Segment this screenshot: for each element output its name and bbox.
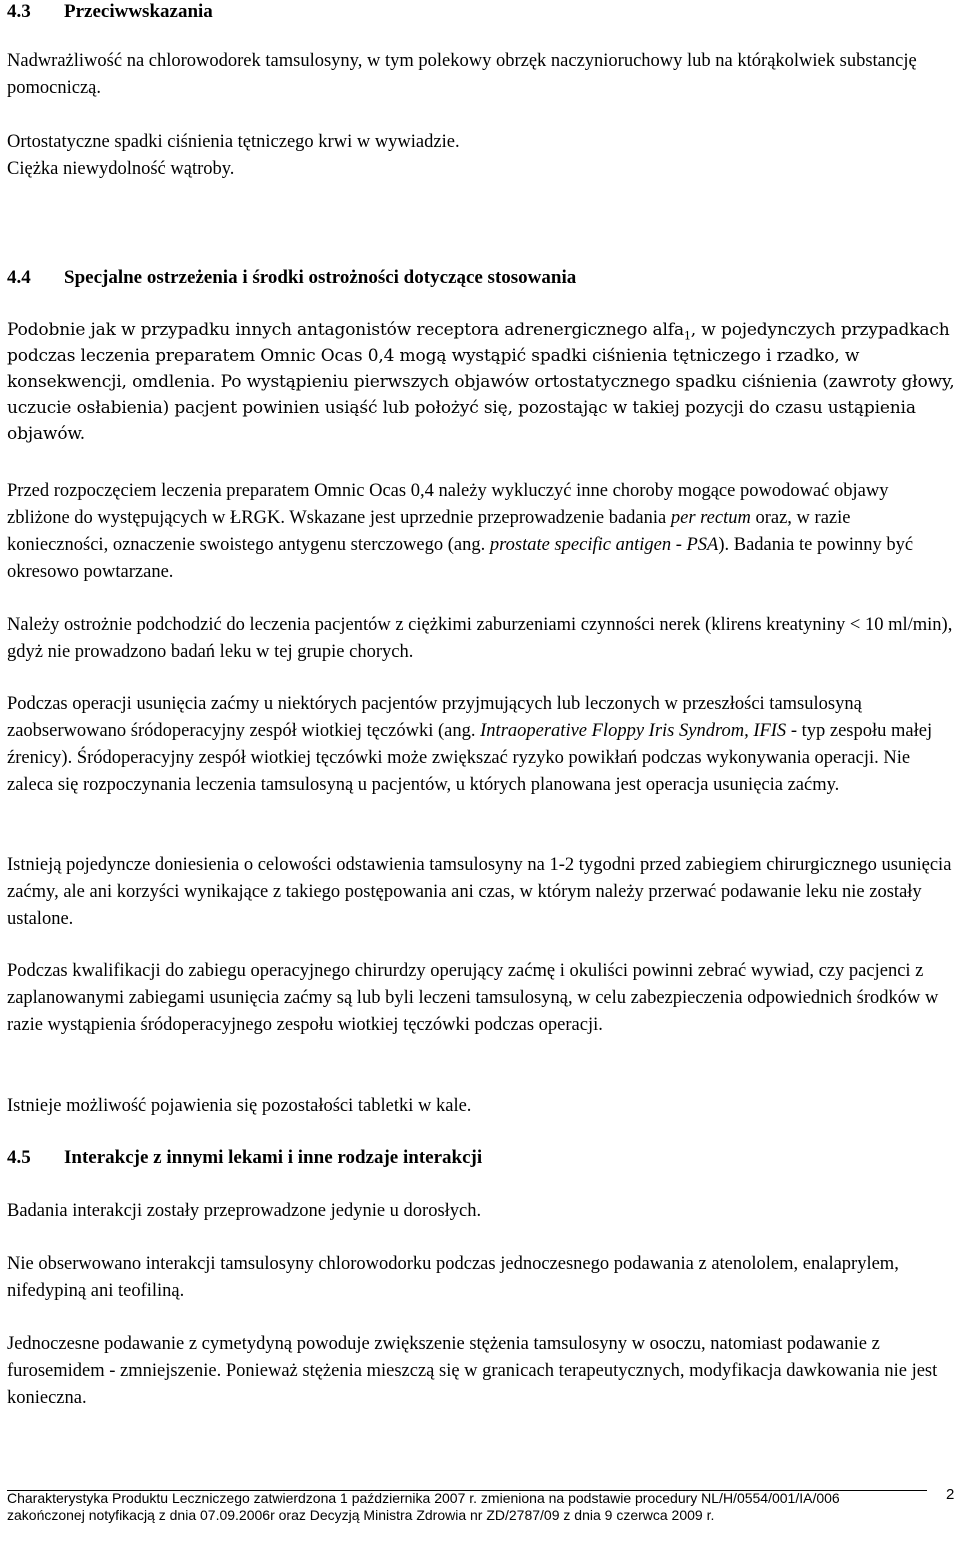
section-heading-4-4 bbox=[7, 266, 576, 290]
section-title: Przeciwwskazania bbox=[64, 1, 213, 22]
text-run: Podczas operacji usunięcia zaćmy u niektórych pacjentów przyjmujących lub leczonych w przeszłości tamsulosyną zaobserwowano śródoperacyjny zespół wiotkiej tęczówki (ang. bbox=[7, 694, 862, 741]
paragraph: Ciężka niewydolność wątroby. bbox=[7, 159, 235, 179]
text-run: - typ zespołu małej źrenicy). Śródoperacyjny zespół wiotkiej tęczówki może zwiększać ryzyko powikłań podczas wykonywania operacji. Nie zaleca się rozpoczynania leczenia tamsulosyną u pacjentów, u których planowana jest operacja usunięcia zaćmy. bbox=[7, 721, 933, 795]
section-title: Specjalne ostrzeżenia i środki ostrożności dotyczące stosowania bbox=[64, 267, 577, 288]
page-number: 2 bbox=[946, 1486, 955, 1503]
text-run: Podobnie jak w przypadku innych antagonistów receptora adrenergicznego alfa bbox=[7, 320, 684, 340]
paragraph: Nadwrażliwość na chlorowodorek tamsulosyny, w tym polekowy obrzęk naczynioruchowy lub na którąkolwiek substancję pomocniczą. bbox=[7, 51, 917, 98]
paragraph: Badania interakcji zostały przeprowadzone jedynie u dorosłych. bbox=[7, 1201, 482, 1221]
paragraph: Podczas kwalifikacji do zabiegu operacyjnego chirurdzy operujący zaćmę i okuliści powinni zebrać wywiad, czy pacjenci z zaplanowanymi zabiegami usunięcia zaćmy są lub byli leczeni tamsulosyną, w celu zabezpieczenia odpowiednich środków w razie wystąpienia śródoperacyjnego zespołu wiotkiej tęczówki podczas operacji. bbox=[7, 961, 939, 1035]
section-title: Interakcje z innymi lekami i inne rodzaje interakcji bbox=[64, 1147, 483, 1168]
paragraph: Należy ostrożnie podchodzić do leczenia pacjentów z ciężkimi zaburzeniami czynności nerek (klirens kreatyniny < 10 ml/min), gdyż nie prowadzono badań leku w tej grupie chorych. bbox=[7, 615, 953, 662]
text-run: Po wystąpieniu pierwszych objawów ortostatycznego spadku ciśnienia (zawroty głowy, uczucie osłabienia) pacjent powinien usiąść lub położyć się, pozostając w takiej pozycji do czasu ustąpienia objawów. bbox=[7, 372, 955, 444]
italic-run: per rectum bbox=[670, 508, 751, 528]
italic-run: prostate specific antigen - PSA bbox=[489, 535, 719, 555]
section-number: 4.4 bbox=[7, 267, 31, 288]
section-heading-4-3 bbox=[7, 0, 213, 24]
paragraph: Istnieją pojedyncze doniesienia o celowości odstawienia tamsulosyny na 1-2 tygodni przed zabiegiem chirurgicznego usunięcia zaćmy, ale ani korzyści wynikające z takiego postępowania ani czas, w którym należy przerwać podawanie leku nie zostały ustalone. bbox=[7, 855, 952, 929]
paragraph: Ortostatyczne spadki ciśnienia tętniczego krwi w wywiadzie. bbox=[7, 132, 460, 152]
paragraph: Istnieje możliwość pojawienia się pozostałości tabletki w kale. bbox=[7, 1096, 472, 1116]
text-run: oraz, w razie konieczności, oznaczenie swoistego antygenu sterczowego (ang. bbox=[7, 508, 851, 555]
text-run: , w pojedynczych przypadkach podczas leczenia preparatem Omnic Ocas 0,4 mogą wystąpić spadki ciśnienia tętniczego i rzadko, w konsekwencji, omdlenia. bbox=[7, 320, 950, 392]
text-run: Przed rozpoczęciem leczenia preparatem Omnic Ocas 0,4 należy wykluczyć inne choroby mogące powodować objawy zbliżone do występujących w ŁRGK. Wskazane jest uprzednie przeprowadzenie badania bbox=[7, 481, 889, 528]
section-heading-4-5 bbox=[7, 1146, 482, 1170]
paragraph: Nie obserwowano interakcji tamsulosyny chlorowodorku podczas jednoczesnego podawania z atenololem, enalaprylem, nifedypiną ani teofiliną. bbox=[7, 1254, 899, 1301]
paragraph bbox=[7, 478, 955, 586]
paragraph bbox=[7, 317, 955, 447]
text-run: ). Badania te powinny być okresowo powtarzane. bbox=[7, 535, 914, 582]
footer-text: Charakterystyka Produktu Leczniczego zatwierdzona 1 października 2007 r. zmieniona na podstawie procedury NL/H/0554/001/IA/006 zakończonej notyfikacją z dnia 07.09.2006r oraz Decyzją Ministra Zdrowia nr ZD/2787/09 z dnia 9 czerwca 2009 r. bbox=[7, 1490, 840, 1523]
section-number: 4.5 bbox=[7, 1147, 31, 1168]
subscript: 1 bbox=[683, 329, 691, 343]
paragraph bbox=[7, 691, 955, 799]
section-number: 4.3 bbox=[7, 1, 31, 22]
italic-run: Intraoperative Floppy Iris Syndrom, IFIS bbox=[480, 721, 787, 741]
paragraph: Jednoczesne podawanie z cymetydyną powoduje zwiększenie stężenia tamsulosyny w osoczu, natomiast podawanie z furosemidem - zmniejszenie. Ponieważ stężenia mieszczą się w granicach terapeutycznych, modyfikacja dawkowania nie jest konieczna. bbox=[7, 1334, 938, 1408]
